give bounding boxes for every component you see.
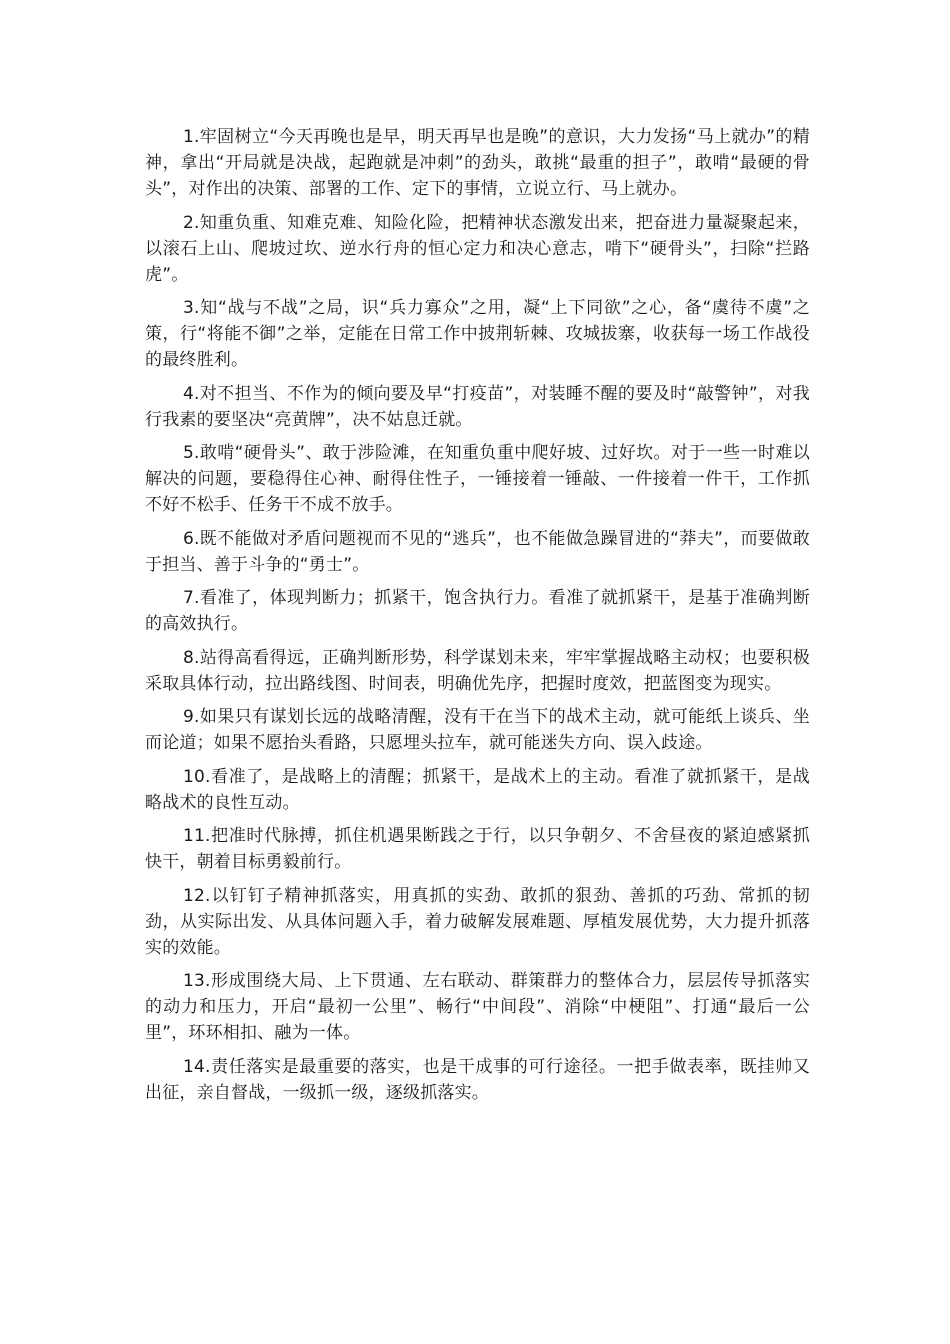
paragraph-9: 9.如果只有谋划长远的战略清醒，没有干在当下的战术主动，就可能纸上谈兵、坐而论道；如果不愿抬头看路，只愿埋头拉车，就可能迷失方向、误入歧途。	[145, 707, 810, 753]
paragraph-14: 14.责任落实是最重要的落实，也是干成事的可行途径。一把手做表率，既挂帅又出征，亲自督战，一级抓一级，逐级抓落实。	[145, 1056, 810, 1103]
paragraph-7: 7.看准了，体现判断力；抓紧干，饱含执行力。看准了就抓紧干，是基于准确判断的高效执行。	[145, 588, 810, 634]
document-body	[145, 124, 810, 1113]
paragraph-2: 2.知重负重、知难克难、知险化险，把精神状态激发出来，把奋进力量凝聚起来，以滚石上山、爬坡过坎、逆水行舟的恒心定力和决心意志，啃下“硬骨头”，扫除“拦路虎”。	[145, 212, 810, 285]
paragraph-5: 5.敢啃“硬骨头”、敢于涉险滩，在知重负重中爬好坡、过好坎。对于一些一时难以解决的问题，要稳得住心神、耐得住性子，一锤接着一锤敲、一件接着一件干，工作抓不好不松手、任务干不成不放手。	[145, 443, 810, 515]
paragraph-10: 10.看准了，是战略上的清醒；抓紧干，是战术上的主动。看准了就抓紧干，是战略战术的良性互动。	[145, 766, 810, 813]
paragraph-6: 6.既不能做对矛盾问题视而不见的“逃兵”，也不能做急躁冒进的“莽夫”，而要做敢于担当、善于斗争的“勇士”。	[145, 528, 810, 575]
paragraph-12: 12.以钉钉子精神抓落实，用真抓的实劲、敢抓的狠劲、善抓的巧劲、常抓的韧劲，从实际出发、从具体问题入手，着力破解发展难题、厚植发展优势，大力提升抓落实的效能。	[145, 885, 810, 958]
paragraph-13: 13.形成围绕大局、上下贯通、左右联动、群策群力的整体合力，层层传导抓落实的动力和压力，开启“最初一公里”、畅行“中间段”、消除“中梗阻”、打通“最后一公里”，环环相扣、融为一体。	[145, 971, 810, 1043]
paragraph-3: 3.知“战与不战”之局，识“兵力寡众”之用，凝“上下同欲”之心，备“虞待不虞”之策，行“将能不御”之举，定能在日常工作中披荆斩棘、攻城拔寨，收获每一场工作战役的最终胜利。	[145, 298, 810, 370]
paragraph-11: 11.把准时代脉搏，抓住机遇果断践之于行，以只争朝夕、不舍昼夜的紧迫感紧抓快干，朝着目标勇毅前行。	[145, 826, 810, 872]
paragraph-4: 4.对不担当、不作为的倾向要及早“打疫苗”，对装睡不醒的要及时“敲警钟”，对我行我素的要坚决“亮黄牌”，决不姑息迁就。	[145, 383, 810, 430]
paragraph-8: 8.站得高看得远，正确判断形势，科学谋划未来，牢牢掌握战略主动权；也要积极采取具体行动，拉出路线图、时间表，明确优先序，把握时度效，把蓝图变为现实。	[145, 647, 810, 694]
paragraph-1: 1.牢固树立“今天再晚也是早，明天再早也是晚”的意识，大力发扬“马上就办”的精神，拿出“开局就是决战，起跑就是冲刺”的劲头，敢挑“最重的担子”，敢啃“最硬的骨头”，对作出的决策、部署的工作、定下的事情，立说立行、马上就办。	[145, 127, 810, 199]
